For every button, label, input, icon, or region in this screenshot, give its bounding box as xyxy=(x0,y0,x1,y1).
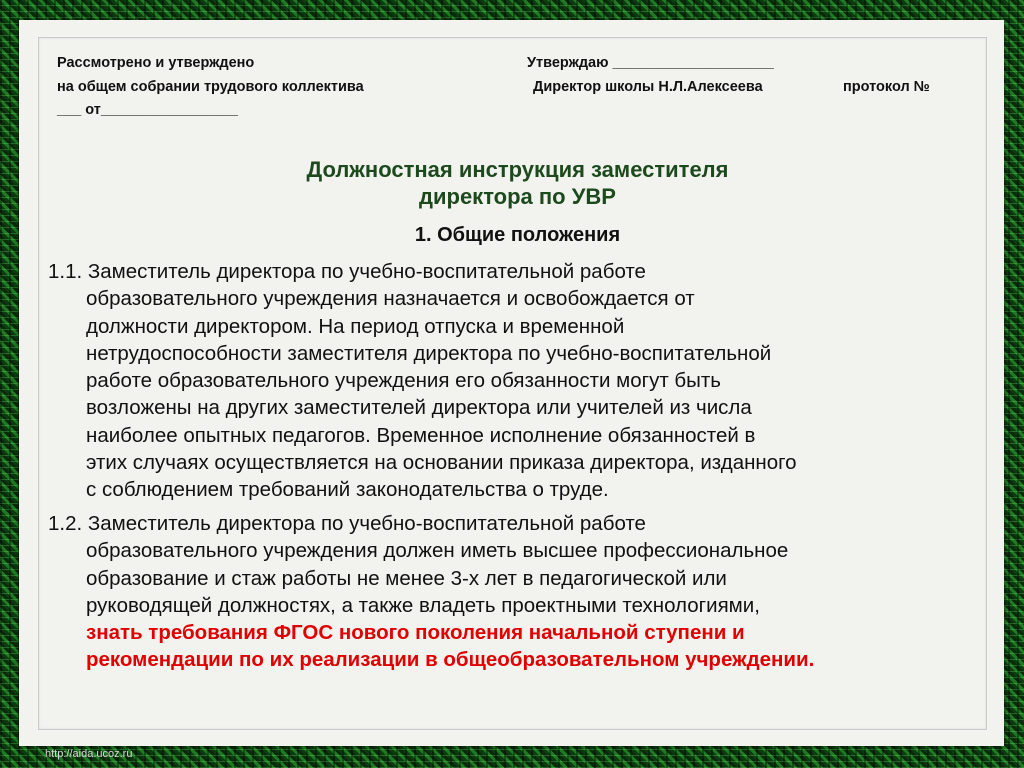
paragraph-line: с соблюдением требований законодательства о труде. xyxy=(86,478,609,502)
paragraph-line: этих случаях осуществляется на основании приказа директора, изданного xyxy=(86,451,797,475)
approval-left-line3: ___ от_________________ xyxy=(57,102,238,118)
approval-left-line1: Рассмотрено и утверждено xyxy=(57,55,255,71)
highlight-line: рекомендации по их реализации в общеобразовательном учреждении. xyxy=(86,648,815,672)
paragraph-1-2 xyxy=(48,510,978,674)
paragraph-line: образование и стаж работы не менее 3-х лет в педагогической или xyxy=(86,566,727,590)
approval-left-line2: на общем собрании трудового коллектива xyxy=(57,79,364,95)
paragraph-line: образовательного учреждения должен иметь высшее профессиональное xyxy=(86,539,789,563)
title-line-1: Должностная инструкция заместителя xyxy=(306,157,729,182)
paragraph-line: возложены на других заместителей директора или учителей из числа xyxy=(86,396,752,420)
director-name: Директор школы Н.Л.Алексеева xyxy=(533,79,763,95)
paragraph-line: образовательного учреждения назначается и освобождается от xyxy=(86,287,695,311)
paragraph-line: наиболее опытных педагогов. Временное исполнение обязанностей в xyxy=(86,423,756,447)
title-line-2: директора по УВР xyxy=(419,184,616,209)
paragraph-line: должности директором. На период отпуска и временной xyxy=(86,314,625,338)
paragraph-line: руководящей должностях, а также владеть проектными технологиями, xyxy=(86,593,760,617)
protocol-label: протокол № xyxy=(843,79,930,95)
highlight-line: знать требования ФГОС нового поколения начальной ступени и xyxy=(86,621,745,645)
section-heading: 1. Общие положения xyxy=(414,224,621,246)
source-url: http://aida.ucoz.ru xyxy=(45,748,133,760)
paragraph-line: работе образовательного учреждения его обязанности могут быть xyxy=(86,369,721,393)
paragraph-line: нетрудоспособности заместителя директора по учебно-воспитательной xyxy=(86,341,772,365)
document-title xyxy=(30,156,1005,210)
approval-right-line1: Утверждаю ____________________ xyxy=(527,55,774,71)
paragraph-line: 1.2. Заместитель директора по учебно-воспитательной работе xyxy=(48,512,646,535)
paragraph-1-1 xyxy=(48,258,978,504)
paragraph-line: 1.1. Заместитель директора по учебно-воспитательной работе xyxy=(48,260,646,283)
